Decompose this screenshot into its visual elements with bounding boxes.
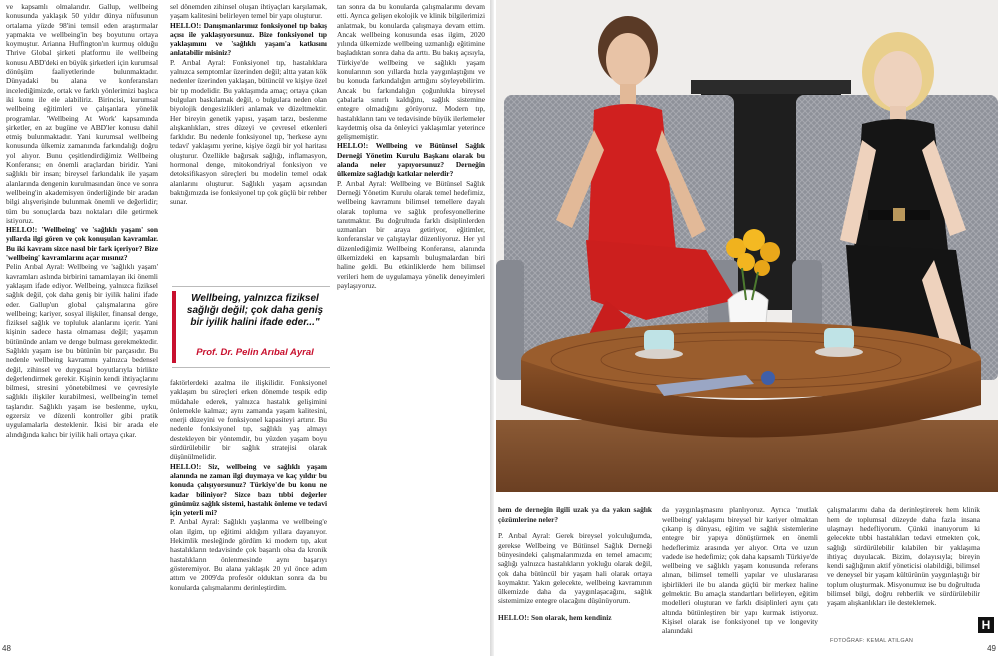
black-dress [854, 119, 948, 256]
teacup-right [824, 328, 854, 350]
interview-question: HELLO!: Wellbeing ve Bütünsel Sağlık Derneği Yönetim Kurulu Başkanı olarak bu alanda neler yapıyorsunuz? Derneğin ülkemize sağladığı katkılar nelerdir? [337, 141, 485, 179]
right-text-column-3 [827, 498, 980, 648]
right-text-column-2 [662, 498, 818, 648]
photo-credit: FOTOĞRAF: KEMAL ATILGAN [830, 638, 914, 644]
interview-question: HELLO!: Danışmanlarımız fonksiyonel tıp bakış açısı ile yaklaşıyorsunuz. Bize fonksiyonel tıp yaklaşımını ve 'sağlıklı yaşam'a katkısını anlatabilir misiniz? [170, 20, 327, 58]
pull-quote-text: Wellbeing, yalnızca fiziksel sağlığı değil; çok daha geniş bir iyilik halini ifade eder..." [186, 293, 324, 328]
paragraph: tan sonra da bu konularda çalışmalarımı devam etti. Ayrıca gelişen ekolojik ve klinik bilgilerimizi anlatmak, bu konularda çalışmaya devam ettim. Ancak wellbeing konusunda esas ilgim, 2020 yılında ülkemizde wellbeing uzmanlığı eğitimine başladıktan sonra daha da arttı. Bu bakış açısıyla, Türkiye'de wellbeing ve sağlıklı yaşam konularının son yıllarda hızla yaygınlaştığını ve bu konuda farkındalığın arttığını söyleyebilirim. Ancak bu farkındalığın çoğunlukla bireysel çabalarla sınırlı kaldığını, sağlık sistemine entegre olmadığını görüyoruz. Modern tıp, hastalıkların tanı ve tedavisinde büyük ilerlemeler kaydetmiş olsa da önleyici yaklaşımlar yeterince gelişmemiştir. [337, 2, 485, 142]
paragraph: da yaygınlaşmasını planlıyoruz. Ayrıca 'mutlak wellbeing' yaklaşımı bireysel bir kariyer olmaktan çıkarıp iş dünyası, eğitim ve sağlık sistemlerine entegre bir yapıya dönüştürmek en önemli hedeflerimiz arasında yer alıyor. Orta ve uzun vadede ise hedefimiz; çok daha kapsamlı Türkiye'de wellbeing ve sağlıklı yaşam konusunda referans alınan, bilimsel temelli yapılar ve uluslararası işbirlikleri ile bu alanda güçlü bir merkez haline gelmektir. Bu amaçla standartları belirleyen, eğitim modelleri oluşturan ve farklı disiplinleri aynı çatı altında bütünleştiren bir yapı kurmak istiyoruz. Kişisel olarak ise fonksiyonel tıp ve longevity alanındaki [662, 505, 818, 636]
interview-question: hem de derneğin ilgili uzak ya da yakın sağlık çözümlerine neler? [498, 505, 652, 524]
paragraph: P. Arıbal Ayral: Gerek bireysel yolculuğumda, gerekse Wellbeing ve Bütünsel Sağlık Derneği bünyesindeki çalışmalarımızda en temel amacım; sağlığı yalnızca hastalıkların yokluğu olarak değil, çok daha bütüncül bir yaşam hali olarak ortaya koymaktır. Yakın gelecekte, wellbeing kavramının ülkemizde daha da yaygınlaşacağını, sağlık sistemimize entegre olacağını düşünüyorum. [498, 531, 652, 606]
right-page [494, 0, 1000, 656]
page-number-right: 49 [987, 644, 996, 653]
text-column-2-bottom [170, 378, 327, 644]
left-page [0, 0, 490, 656]
page-number-left: 48 [2, 644, 11, 653]
photo-illustration [496, 0, 998, 492]
paragraph: P. Arıbal Ayral: Wellbeing ve Bütünsel Sağlık Derneği Yönetim Kurulu olarak temel hedefimiz, wellbeing kavramını bilimsel temellere dayalı olarak topluma ve sağlık profesyonellerine tanıtmaktır. Bu doğrultuda farklı disiplinlerden uzmanları bir araya getiriyor, eğitimler, konferanslar ve çalıştaylar düzenliyoruz. Her yıl düzenlediğimiz Wellbeing Konferansı, alanında ülkemizdeki en kapsamlı buluşmalardan biri haline geldi. Bu etkinliklerde hem bilimsel verileri hem de uygulamaya yönelik deneyimleri paylaşıyoruz. [337, 178, 485, 290]
interview-question: HELLO!: Siz, wellbeing ve sağlıklı yaşam alanında ne zaman ilgi duymaya ve kaç yıldır bu konuda çalışıyorsunuz? Türkiye'de bu konu ne kadar biliniyor? Sizce bazı tıbbi değerler günümüz sağlık sistemi, hastalık önleme ve tedavi için yeterli mi? [170, 461, 327, 518]
teacup-left [644, 330, 674, 352]
text-column-2-top [170, 2, 327, 276]
interview-photo [496, 0, 998, 492]
paragraph: çalışmalarımı daha da derinleştirerek hem klinik hem de toplumsal düzeyde daha fazla insana ulaşmayı hedefliyorum. Çünkü inanıyorum ki gelecekte tıbbi hastalıkları tedavi etmekten çok, sağlığı sürdürülebilir kılabilen bir yaklaşıma ihtiyaç duyulacak. Bizim, dolayısıyla; bireyin kendi sağlığının aktif yöneticisi olabildiği, bilimsel ve deneysel bir yaşam kültürünün yaygınlaştığı bir toplum oluşturmak. Misyonumuz ise bu doğrultuda bilimsel bilgi, doğru rehberlik ve sürdürülebilir yaşam alışkanlıkları ile desteklemek. [827, 505, 980, 608]
interview-question: HELLO!: 'Wellbeing' ve 'sağlıklı yaşam' son yıllarda ilgi gören ve çok konuşulan kavramlar. Bu iki kavram sizce nasıl bir fark içeriyor? Bize 'wellbeing' kavramlarını açar mısınız? [6, 225, 158, 263]
hello-brand-mark: H [978, 617, 994, 633]
pull-quote [172, 286, 330, 368]
text-column-1 [6, 2, 158, 644]
text-column-3 [337, 2, 485, 644]
pull-quote-author: Prof. Dr. Pelin Arıbal Ayral [196, 347, 314, 358]
paragraph: ve kapsamlı olmalarıdır. Gallup, wellbeing konusunda yaklaşık 50 yıldır dünya nüfusunun ortalama yüzde 98'ini temsil eden araştırmalar yapmakta ve wellbeing'in beş boyutunu ortaya koymuştur. Arianna Huffington'ın kurmuş olduğu Thrive Global şirketi platformu ile wellbeing konusu ABD'deki en büyük şirketleri için kurumsal dönüşüm faaliyetlerinde bulunmaktadır. Dünyadaki bu alana ve konferansları incelediğimizde, ortak ve farklı yönlerimizi başlıca iki konu ile ele alabiliriz. Birincisi, kurumsal wellbeing eğitimleri ve çalışanlara yönelik programlar. 'Wellbeing At Work' kapsamında şirketler, en az bugüne ve ABD'ler konusu dahil etmiş bulunmaktadır. Yani kurumsal wellbeing konusunda ülkemiz zamanında farkındalığı doğru yol alıyor. Bunu çeşitlendirdiğimiz Wellbeing Konferansı; en önemli araçlardan biridir. Yani sağlıklı bir insan; bireysel farkındalık ile yaşam alanlarında dengenin kurulmasından önce ve sonra wellbeing'in akademisyen önderliğinde bir aradan bilgi alışverişinde bulunmak önemli ve değerlidir; tüm bu sonuçlarda bazı noktaları dile getirmek istiyoruz. [6, 2, 158, 225]
paragraph: sel dönemden zihinsel oluşan ihtiyaçları karşılamak, yaşam kalitesini belirleyen temel bir yapı oluşturur. [170, 2, 327, 21]
pull-quote-accent-bar [172, 291, 176, 363]
right-text-column-1 [498, 498, 652, 648]
paragraph: P. Arıbal Ayral: Fonksiyonel tıp, hastalıklara yalnızca semptomlar üzerinden değil; altta yatan kök nedenler üzerinden yaklaşan, bütüncül ve kişiye özel bir tıp modelidir. Bu yaklaşımda amaç; ortaya çıkan bulguları baskılamak değil, o bulgulara neden olan biyolojik dengesizlikleri anlamak ve düzeltmektir. Her bireyin genetik yapısı, yaşam tarzı, beslenme alışkanlıkları, stres düzeyi ve çevresel etkenleri farklıdır. Bu nedenle fonksiyonel tıp, 'herkese aynı tedavi' yaklaşımı yerine, kişiye özgü bir yol haritası oluşturur. Özellikle bağırsak sağlığı, inflamasyon, hormonal denge, mitokondriyal fonksiyon ve detoksifikasyon süreçleri bu modelin temel odak alanlarını oluşturur. Sağlıklı yaşam açısından baktığımızda ise fonksiyonel tıp çok güçlü bir rehber sunar. [170, 57, 327, 207]
interview-question: HELLO!: Son olarak, hem kendiniz [498, 613, 612, 623]
paragraph: Pelin Arıbal Ayral: Wellbeing ve 'sağlıklı yaşam' kavramları aslında birbirini tamamlayan iki önemli yaklaşım ifade ediyor. Wellbeing, yalnızca fiziksel sağlık değil, çok daha geniş bir iyilik halini ifade eder. Gallup'un global çalışmalarına göre wellbeing; kariyer, sosyal ilişkiler, finansal denge, fiziksel sağlık ve topluluk alanlarını içerir. Yani kişinin sadece hasta olmaması değil; yaşamın bütününde anlam ve denge bulması gerekmektedir. Sağlıklı yaşam ise bu bütünün bir parçasıdır. Bu nedenle wellbeing kavramını yalnızca bedensel değil, zihinsel ve duygusal boyutlarıyla birlikte değerlendirmek gerekir. Kişinin kendi ihtiyaçlarını bilmesi, stresini yönetebilmesi ve çevresiyle sağlıklı ilişkiler kurabilmesi, wellbeing'in temel taşlarıdır. Sağlıklı yaşam ise beslenme, uyku, egzersiz ve düzenli kontroller gibi pratik uygulamalarla desteklenir. İkisi bir arada ele alındığında kalıcı bir iyilik hali ortaya çıkar. [6, 262, 158, 439]
red-dress [588, 104, 676, 256]
paragraph: P. Arıbal Ayral: Sağlıklı yaşlanma ve wellbeing'e olan ilgim, tıp eğitimi aldığım yıllara dayanıyor. Hekimlik mesleğinde gördüm ki modern tıp, akut hastalıkların tedavisinde çok başarılı olsa da kronik hastalıkların önlenmesinde aynı başarıyı gösteremiyor. Bu alana yaklaşık 20 yıl önce adım attım ve 2009'da profesör olduktan sonra da bu konularda çalışmalarımı derinleştirdim. [170, 517, 327, 592]
paragraph: faktörlerdeki azalma ile ilişkilidir. Fonksiyonel yaklaşım bu süreçleri erken dönemde tespik edip müdahale ederek, yalnızca hastalık gelişimini önlemekle kalmaz; aynı zamanda yaşam kalitesini, enerji düzeyini ve fonksiyonel kapasiteyi artırır. Bu nedenle fonksiyonel tıp, sağlıklı yaş almayı destekleyen bir yöntemdir, bu yüzden yaşam boyu sürdürülebilir bir sağlık stratejisi olarak düşünülmelidir. [170, 378, 327, 462]
